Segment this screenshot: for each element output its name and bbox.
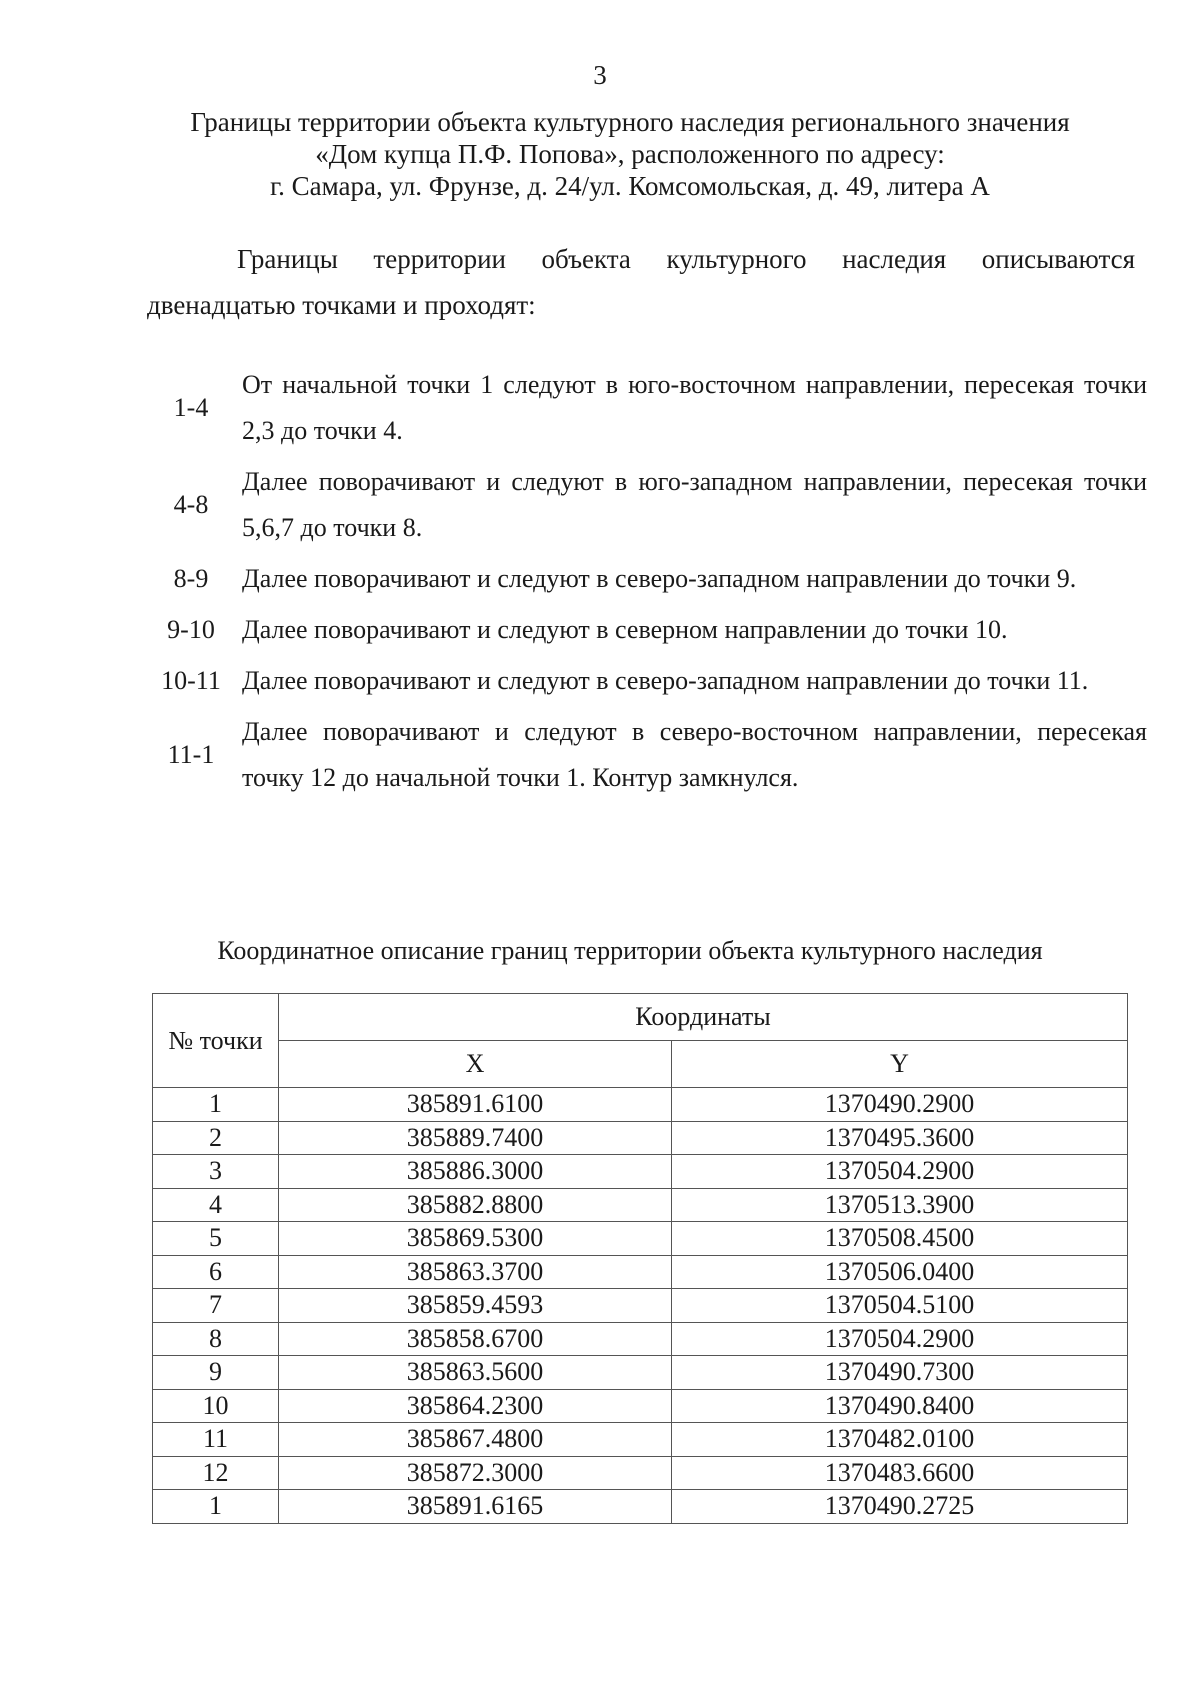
- header-point-number: № точки: [153, 994, 279, 1088]
- coord-x: 385859.4593: [279, 1289, 672, 1323]
- segment-description: Далее поворачивают и следуют в северо-западном направлении до точки 11.: [242, 666, 1089, 695]
- coordinates-table: [152, 993, 1128, 1524]
- title-line-2: «Дом купца П.Ф. Попова», расположенного по адресу:: [315, 139, 945, 169]
- table-row: [153, 1389, 1128, 1423]
- boundary-segments: [140, 362, 1150, 806]
- segment-range: 10-11: [161, 666, 221, 695]
- segment-range: 11-1: [167, 740, 215, 769]
- point-number: 1: [153, 1088, 279, 1122]
- table-row: [153, 1088, 1128, 1122]
- coord-x: 385891.6100: [279, 1088, 672, 1122]
- point-number: 2: [153, 1121, 279, 1155]
- table-row: [153, 1322, 1128, 1356]
- document-title: [150, 106, 1110, 202]
- segment-item: [140, 459, 1150, 551]
- coord-x: 385863.3700: [279, 1255, 672, 1289]
- coord-x: 385882.8800: [279, 1188, 672, 1222]
- title-line-1: Границы территории объекта культурного наследия регионального значения: [190, 107, 1070, 137]
- point-number: 6: [153, 1255, 279, 1289]
- segment-description: От начальной точки 1 следуют в юго-восточном направлении, пересекая точки 2,3 до точки 4.: [242, 370, 1147, 445]
- segment-item: [140, 362, 1150, 454]
- coord-y: 1370508.4500: [672, 1222, 1128, 1256]
- coord-y: 1370483.6600: [672, 1456, 1128, 1490]
- table-row: [153, 1121, 1128, 1155]
- coord-x: 385886.3000: [279, 1155, 672, 1189]
- table-row: [153, 1423, 1128, 1457]
- table-row: [153, 1255, 1128, 1289]
- coord-x: 385864.2300: [279, 1389, 672, 1423]
- coord-x: 385863.5600: [279, 1356, 672, 1390]
- segment-range: 4-8: [173, 490, 209, 519]
- coord-y: 1370490.7300: [672, 1356, 1128, 1390]
- segment-description: Далее поворачивают и следуют в северном направлении до точки 10.: [242, 615, 1008, 644]
- table-row: [153, 1155, 1128, 1189]
- point-number: 1: [153, 1490, 279, 1524]
- table-row: [153, 1289, 1128, 1323]
- header-y: Y: [672, 1041, 1128, 1088]
- table-row: [153, 1222, 1128, 1256]
- point-number: 11: [153, 1423, 279, 1457]
- segment-description: Далее поворачивают и следуют в юго-западном направлении, пересекая точки 5,6,7 до точки 8.: [242, 467, 1147, 542]
- coord-y: 1370482.0100: [672, 1423, 1128, 1457]
- segment-item: [140, 607, 1150, 653]
- coord-y: 1370513.3900: [672, 1188, 1128, 1222]
- coord-x: 385889.7400: [279, 1121, 672, 1155]
- intro-paragraph: [147, 236, 1135, 328]
- table-row: [153, 1188, 1128, 1222]
- coord-y: 1370504.5100: [672, 1289, 1128, 1323]
- table-caption: Координатное описание границ территории объекта культурного наследия: [217, 936, 1043, 965]
- segment-range: 8-9: [173, 564, 209, 593]
- page-number: 3: [593, 60, 607, 90]
- header-x: X: [279, 1041, 672, 1088]
- table-row: [153, 1356, 1128, 1390]
- coord-x: 385869.5300: [279, 1222, 672, 1256]
- table-row: [153, 1456, 1128, 1490]
- coord-y: 1370490.8400: [672, 1389, 1128, 1423]
- point-number: 12: [153, 1456, 279, 1490]
- coord-y: 1370504.2900: [672, 1155, 1128, 1189]
- coord-y: 1370495.3600: [672, 1121, 1128, 1155]
- coord-y: 1370506.0400: [672, 1255, 1128, 1289]
- table-row: [153, 1490, 1128, 1524]
- header-coordinates: Координаты: [279, 994, 1128, 1041]
- point-number: 9: [153, 1356, 279, 1390]
- coord-x: 385891.6165: [279, 1490, 672, 1524]
- coord-y: 1370490.2725: [672, 1490, 1128, 1524]
- coord-x: 385872.3000: [279, 1456, 672, 1490]
- title-line-3: г. Самара, ул. Фрунзе, д. 24/ул. Комсомольская, д. 49, литера А: [270, 171, 990, 201]
- segment-item: [140, 709, 1150, 801]
- point-number: 7: [153, 1289, 279, 1323]
- segment-range: 1-4: [173, 393, 209, 422]
- segment-item: [140, 658, 1150, 704]
- point-number: 5: [153, 1222, 279, 1256]
- point-number: 10: [153, 1389, 279, 1423]
- segment-description: Далее поворачивают и следуют в северо-восточном направлении, пересекая точку 12 до начальной точки 1. Контур замкнулся.: [242, 717, 1147, 792]
- coord-x: 385867.4800: [279, 1423, 672, 1457]
- intro-text: Границы территории объекта культурного наследия описываются двенадцатью точками и проходят:: [147, 244, 1135, 320]
- table-body: [153, 1088, 1128, 1524]
- segment-description: Далее поворачивают и следуют в северо-западном направлении до точки 9.: [242, 564, 1077, 593]
- coord-y: 1370490.2900: [672, 1088, 1128, 1122]
- point-number: 4: [153, 1188, 279, 1222]
- segment-range: 9-10: [167, 615, 215, 644]
- coord-x: 385858.6700: [279, 1322, 672, 1356]
- point-number: 3: [153, 1155, 279, 1189]
- coord-y: 1370504.2900: [672, 1322, 1128, 1356]
- point-number: 8: [153, 1322, 279, 1356]
- segment-item: [140, 556, 1150, 602]
